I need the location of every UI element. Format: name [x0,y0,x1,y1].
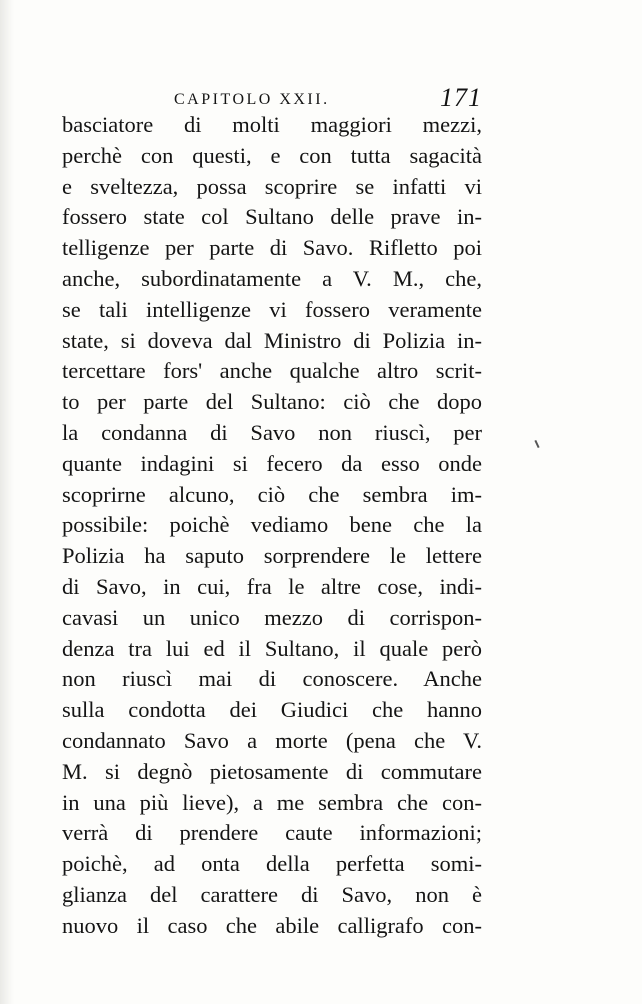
text-line: quante indagini si fecero da esso onde [62,450,482,476]
text-line: possibile: poichè vediamo bene che la [62,512,482,538]
text-line: anche, subordinatamente a V. M., che, [62,265,482,291]
stray-ink-mark [534,440,539,448]
text-line: di Savo, in cui, fra le altre cose, indi- [62,573,482,599]
text-line: fossero state col Sultano delle prave in- [62,204,482,230]
text-line: M. si degnò pietosamente di commutare [62,758,482,784]
text-line: glianza del carattere di Savo, non è [62,881,482,907]
text-line: la condanna di Savo non riuscì, per [62,419,482,445]
text-line: sulla condotta dei Giudici che hanno [62,697,482,723]
page-number: 171 [440,83,482,112]
text-line: condannato Savo a morte (pena che V. [62,727,482,753]
text-line: e sveltezza, possa scoprire se infatti vi [62,173,482,199]
text-line: verrà di prendere caute informazioni; [62,820,482,846]
text-line: denza tra lui ed il Sultano, il quale però [62,635,482,661]
text-line: non riuscì mai di conoscere. Anche [62,666,482,692]
text-line: poichè, ad onta della perfetta somi- [62,851,482,877]
body-text [62,110,482,942]
text-line: Polizia ha saputo sorprendere le lettere [62,543,482,569]
text-line: nuovo il caso che abile calligrafo con- [62,912,482,938]
text-line: se tali intelligenze vi fossero veramente [62,296,482,322]
text-line: basciatore di molti maggiori mezzi, [62,112,482,137]
text-line: tercettare fors' anche qualche altro scrit- [62,358,482,384]
text-line: to per parte del Sultano: ciò che dopo [62,389,482,415]
text-line: perchè con questi, e con tutta sagacità [62,142,482,168]
page-gutter-shadow [0,0,14,1004]
text-line: cavasi un unico mezzo di corrispon- [62,604,482,630]
text-line: telligenze per parte di Savo. Rifletto poi [62,235,482,261]
text-line: in una più lieve), a me sembra che con- [62,789,482,815]
text-line: scoprirne alcuno, ciò che sembra im- [62,481,482,507]
chapter-heading: CAPITOLO XXII. [174,91,330,108]
text-line: state, si doveva dal Ministro di Polizia in- [62,327,482,353]
